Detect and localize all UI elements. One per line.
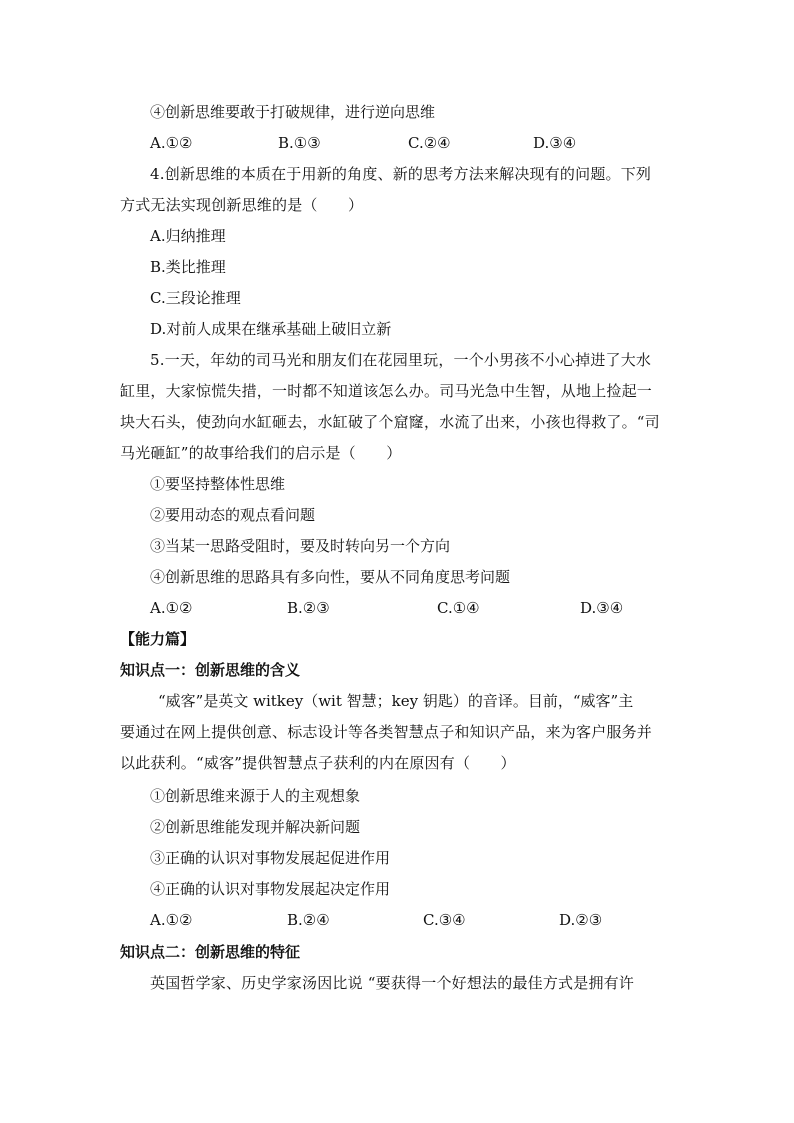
- q3-option-a: A.①②: [150, 134, 193, 152]
- q4-stem-line-2: 方式无法实现创新思维的是（ ）: [120, 196, 364, 214]
- kp1-stem-line-1: “威客”是英文 witkey（wit 智慧；key 钥匙）的音译。目前，“威客”主: [158, 692, 634, 710]
- kp2-title: 知识点二：创新思维的特征: [120, 943, 301, 961]
- kp1-option-b: B.②④: [287, 911, 330, 929]
- q4-option-d: D.对前人成果在继承基础上破旧立新: [150, 320, 392, 338]
- kp1-item-3: ③正确的认识对事物发展起促进作用: [150, 849, 391, 867]
- q5-item-1: ①要坚持整体性思维: [150, 475, 286, 493]
- kp1-stem-line-3: 以此获利。“威客”提供智慧点子获利的内在原因有（ ）: [120, 754, 516, 772]
- q5-item-4: ④创新思维的思路具有多向性，要从不同角度思考问题: [150, 568, 511, 586]
- q5-stem-line-4: 马光砸缸”的故事给我们的启示是（ ）: [120, 444, 402, 462]
- kp1-option-c: C.③④: [423, 911, 466, 929]
- q3-option-b: B.①③: [278, 134, 321, 152]
- q5-option-c: C.①④: [437, 599, 480, 617]
- q5-item-3: ③当某一思路受阻时，要及时转向另一个方向: [150, 537, 451, 555]
- q4-option-c: C.三段论推理: [150, 289, 241, 307]
- kp1-item-4: ④正确的认识对事物发展起决定作用: [150, 880, 391, 898]
- q3-item-4: ④创新思维要敢于打破规律，进行逆向思维: [150, 103, 436, 121]
- q5-option-a: A.①②: [150, 599, 193, 617]
- q5-option-b: B.②③: [287, 599, 330, 617]
- kp1-item-1: ①创新思维来源于人的主观想象: [150, 787, 361, 805]
- q4-stem-line-1: 4.创新思维的本质在于用新的角度、新的思考方法来解决现有的问题。下列: [150, 165, 652, 183]
- q5-stem-line-2: 缸里，大家惊慌失措，一时都不知道该怎么办。司马光急中生智，从地上捡起一: [120, 382, 653, 400]
- q5-item-2: ②要用动态的观点看问题: [150, 506, 316, 524]
- kp1-item-2: ②创新思维能发现并解决新问题: [150, 818, 361, 836]
- kp1-title: 知识点一：创新思维的含义: [120, 661, 301, 679]
- q5-stem-line-3: 块大石头，使劲向水缸砸去，水缸破了个窟窿，水流了出来，小孩也得救了。“司: [120, 413, 660, 431]
- kp2-stem-line-1: 英国哲学家、历史学家汤因比说 “要获得一个好想法的最佳方式是拥有许: [150, 974, 635, 992]
- q5-option-d: D.③④: [580, 599, 624, 617]
- kp1-option-a: A.①②: [150, 911, 193, 929]
- kp1-stem-line-2: 要通过在网上提供创意、标志设计等各类智慧点子和知识产品，来为客户服务并: [120, 723, 653, 741]
- section-heading-ability: 【能力篇】: [120, 630, 196, 648]
- kp1-option-d: D.②③: [559, 911, 603, 929]
- q3-option-d: D.③④: [533, 134, 577, 152]
- q3-option-c: C.②④: [408, 134, 451, 152]
- q4-option-b: B.类比推理: [150, 258, 226, 276]
- q5-stem-line-1: 5.一天，年幼的司马光和朋友们在花园里玩，一个小男孩不小心掉进了大水: [150, 351, 652, 369]
- q4-option-a: A.归纳推理: [150, 227, 226, 245]
